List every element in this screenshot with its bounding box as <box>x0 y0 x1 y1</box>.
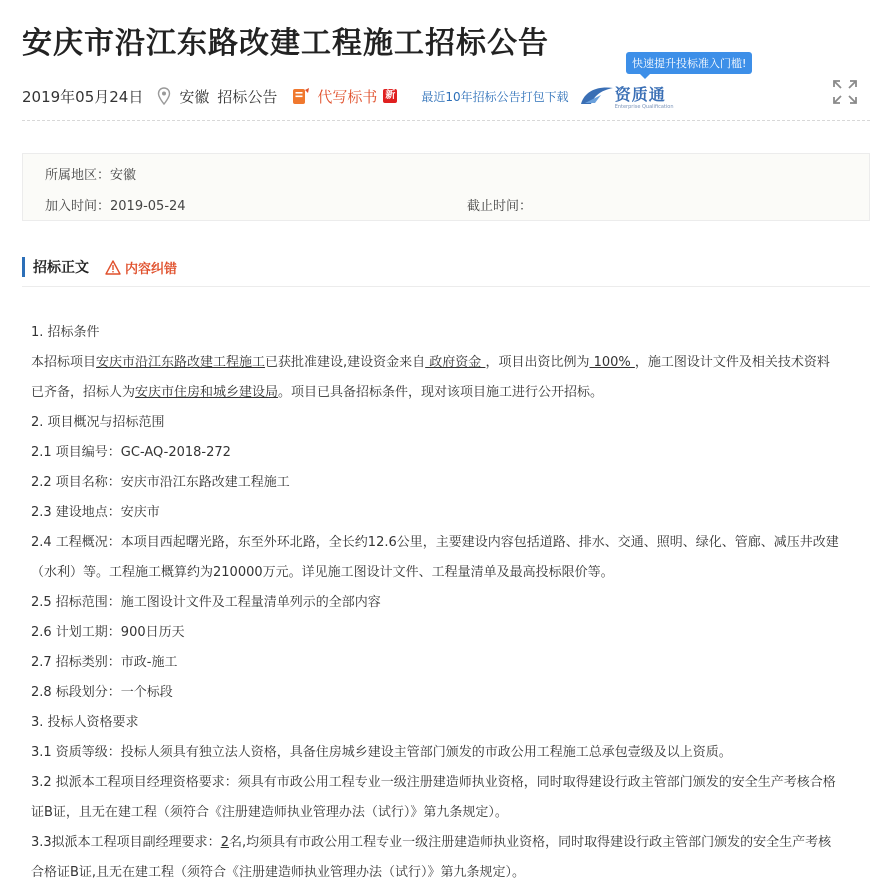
item-3-3-text-b: 名,均须具有市政公用工程专业一级注册建造师执业资格，同时取得建设行政主管部门颁发的安全生产考核合格证B证,且无在建工程（须符合《注册建造师执业管理办法（试行）》第九条规定）。 <box>31 835 832 880</box>
warning-icon <box>105 260 121 275</box>
item-2-5: 2.5 招标范围：施工图设计文件及工程量清单列示的全部内容 <box>31 595 381 610</box>
p1-text-b: 已获批准建设,建设资金来自 <box>265 355 426 370</box>
info-box <box>22 153 870 221</box>
download-link[interactable]: 最近10年招标公告打包下载 <box>421 89 569 104</box>
item-3-2: 3.2 拟派本工程项目经理资格要求：须具有市政公用工程专业一级注册建造师执业资格，同时取得建设行政主管部门颁发的安全生产考核合格证B证，且无在建工程（须符合《注册建造师执业管理办法（试行）》第九条规定）。 <box>31 775 836 820</box>
section-title: 招标正文 <box>33 260 89 276</box>
deadline-label: 截止时间： <box>467 199 533 214</box>
item-2-8: 2.8 标段划分：一个标段 <box>31 685 173 700</box>
item-2-2: 2.2 项目名称：安庆市沿江东路改建工程施工 <box>31 475 290 490</box>
expand-icon[interactable] <box>832 79 858 105</box>
item-2-4: 2.4 工程概况：本项目西起曙光路，东至外环北路，全长约12.6公里，主要建设内容包括道路、排水、交通、照明、绿化、管廊、减压井改建（水利）等。工程施工概算约为210000万元。详见施工图设计文件、工程量清单及最高投标限价等。 <box>31 535 839 580</box>
info-region <box>45 164 136 183</box>
item-3-1: 3.1 资质等级：投标人须具有独立法人资格，具备住房城乡建设主管部门颁发的市政公用工程施工总承包壹级及以上资质。 <box>31 745 732 760</box>
heading-3: 3. 投标人资格要求 <box>31 715 139 730</box>
zzt-logo[interactable] <box>579 82 674 110</box>
region-text: 安徽 <box>179 87 210 106</box>
info-added <box>45 195 186 214</box>
meta-row <box>22 84 872 108</box>
info-deadline <box>467 195 532 214</box>
item-2-7: 2.7 招标类别：市政-施工 <box>31 655 178 670</box>
item-3-3-text-a: 3.3拟派本工程项目副经理要求： <box>31 835 221 850</box>
p1-text-e: 。项目已具备招标条件，现对该项目施工进行公开招标。 <box>278 385 604 400</box>
fund-source-underlined: 政府资金 <box>425 355 486 370</box>
region-label: 所属地区： <box>45 168 111 183</box>
announcement-body <box>31 318 839 888</box>
write-bid-link[interactable]: 代写标书 <box>317 87 378 106</box>
publish-date: 2019年05月24日 <box>22 87 144 106</box>
zzt-logo-icon <box>579 84 615 108</box>
page-title: 安庆市沿江东路改建工程施工招标公告 <box>22 26 549 61</box>
section-divider <box>22 286 870 287</box>
pen-icon <box>291 86 311 106</box>
p1-text-c: ，项目出资比例为 <box>485 355 590 370</box>
owner-underlined: 安庆市住房和城乡建设局 <box>135 385 279 400</box>
heading-1: 1. 招标条件 <box>31 325 100 340</box>
item-2-6: 2.6 计划工期：900日历天 <box>31 625 185 640</box>
zzt-name: 资质通 <box>614 85 666 104</box>
added-value: 2019-05-24 <box>110 199 186 214</box>
report-error-link[interactable]: 内容纠错 <box>125 261 178 277</box>
added-label: 加入时间： <box>45 199 111 214</box>
section-header <box>22 256 177 278</box>
deputy-count-underlined: 2 <box>220 835 229 850</box>
zzt-tooltip: 快速提升投标准入门槛! <box>626 52 752 74</box>
p1-text-d: ，施工图设计文件及相关技术资料已齐备，招标人为 <box>31 355 830 400</box>
item-2-1: 2.1 项目编号：GC-AQ-2018-272 <box>31 445 231 460</box>
region-value: 安徽 <box>110 168 137 183</box>
p1-text-a: 本招标项目 <box>31 355 97 370</box>
category-text: 招标公告 <box>217 87 278 106</box>
location-pin-icon <box>157 87 171 105</box>
ratio-underlined: 100% <box>589 355 635 370</box>
project-name-underlined: 安庆市沿江东路改建工程施工 <box>96 355 266 370</box>
header-divider <box>22 120 870 121</box>
item-2-3: 2.3 建设地点：安庆市 <box>31 505 160 520</box>
zzt-subtitle: Enterprise Qualification <box>614 104 674 110</box>
new-badge: 新 <box>385 90 396 101</box>
paragraph-1 <box>31 348 839 408</box>
section-bar <box>22 257 25 277</box>
heading-2: 2. 项目概况与招标范围 <box>31 415 165 430</box>
item-3-3 <box>31 828 839 888</box>
